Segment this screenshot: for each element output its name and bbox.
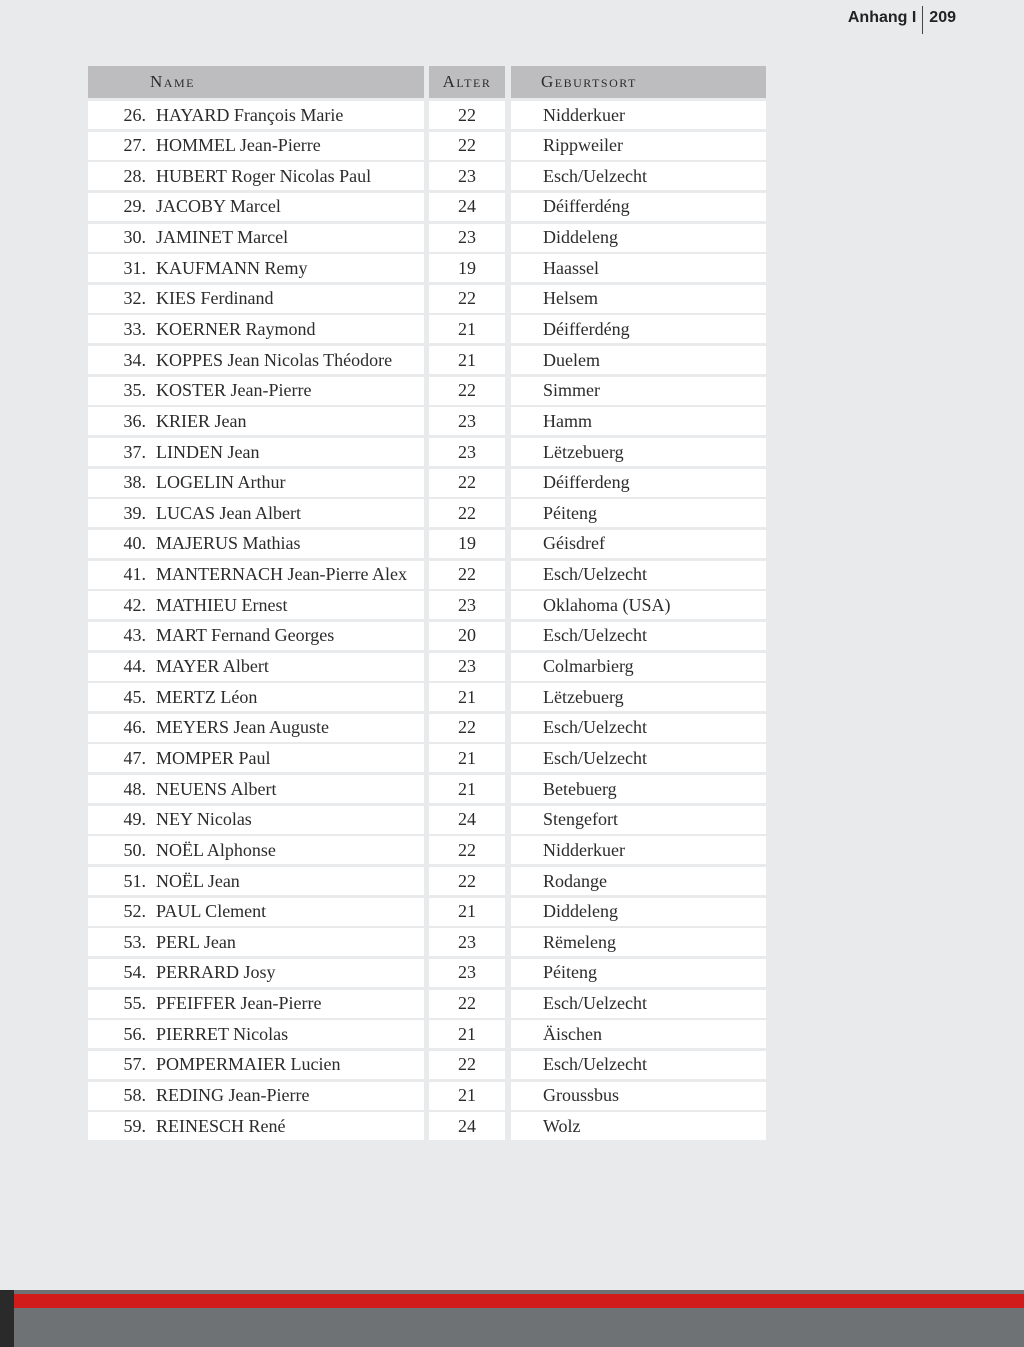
table-row — [88, 224, 768, 252]
person-name: KOERNER Raymond — [156, 318, 316, 339]
name-cell — [88, 193, 424, 221]
row-number: 27. — [123, 135, 146, 156]
age-cell: 22 — [429, 714, 505, 742]
name-cell — [88, 898, 424, 926]
table-row — [88, 898, 768, 926]
table-row — [88, 928, 768, 956]
dark-corner — [0, 1290, 14, 1347]
person-name: PERRARD Josy — [156, 962, 276, 983]
age-cell: 23 — [429, 224, 505, 252]
age-cell: 19 — [429, 530, 505, 558]
age-cell: 22 — [429, 561, 505, 589]
table-row — [88, 193, 768, 221]
row-number: 26. — [123, 104, 146, 125]
birthplace-cell: Oklahoma (USA) — [511, 591, 766, 619]
age-cell: 23 — [429, 959, 505, 987]
birthplace-cell: Nidderkuer — [511, 101, 766, 129]
name-cell — [88, 132, 424, 160]
person-name: HOMMEL Jean-Pierre — [156, 135, 321, 156]
birthplace-cell: Esch/Uelzecht — [511, 1051, 766, 1079]
page-number: 209 — [929, 9, 956, 26]
age-cell: 23 — [429, 407, 505, 435]
name-cell — [88, 224, 424, 252]
person-name: JAMINET Marcel — [156, 227, 289, 248]
name-cell — [88, 928, 424, 956]
birthplace-cell: Rëmeleng — [511, 928, 766, 956]
age-cell: 21 — [429, 1082, 505, 1110]
age-cell: 22 — [429, 101, 505, 129]
table-row — [88, 162, 768, 190]
name-cell — [88, 744, 424, 772]
name-cell — [88, 162, 424, 190]
name-cell — [88, 346, 424, 374]
age-cell: 21 — [429, 346, 505, 374]
red-stripe — [14, 1294, 1024, 1308]
person-name: JACOBY Marcel — [156, 196, 281, 217]
person-name: HUBERT Roger Nicolas Paul — [156, 165, 372, 186]
row-number: 32. — [123, 288, 146, 309]
birthplace-cell: Äischen — [511, 1020, 766, 1048]
name-cell — [88, 469, 424, 497]
birthplace-cell: Haassel — [511, 254, 766, 282]
column-header-birthplace: Geburtsort — [511, 66, 766, 98]
person-name: LINDEN Jean — [156, 441, 260, 462]
birthplace-cell: Esch/Uelzecht — [511, 744, 766, 772]
age-cell: 22 — [429, 377, 505, 405]
name-cell — [88, 990, 424, 1018]
page-header — [848, 6, 956, 34]
age-cell: 21 — [429, 775, 505, 803]
table-row — [88, 438, 768, 466]
person-name: KRIER Jean — [156, 410, 247, 431]
name-cell — [88, 285, 424, 313]
name-cell — [88, 438, 424, 466]
birthplace-cell: Stengefort — [511, 806, 766, 834]
name-cell — [88, 561, 424, 589]
header-divider — [922, 6, 923, 34]
birthplace-cell: Esch/Uelzecht — [511, 714, 766, 742]
birthplace-cell: Déifferdéng — [511, 193, 766, 221]
birthplace-cell: Lëtzebuerg — [511, 683, 766, 711]
birthplace-cell: Déifferdeng — [511, 469, 766, 497]
name-cell — [88, 407, 424, 435]
age-cell: 22 — [429, 990, 505, 1018]
table-row — [88, 714, 768, 742]
table-row — [88, 1051, 768, 1079]
age-cell: 22 — [429, 836, 505, 864]
table-row — [88, 377, 768, 405]
row-number: 46. — [123, 717, 146, 738]
age-cell: 21 — [429, 744, 505, 772]
birthplace-cell: Déifferdéng — [511, 315, 766, 343]
table-row — [88, 254, 768, 282]
row-number: 41. — [123, 564, 146, 585]
table-row — [88, 346, 768, 374]
row-number: 36. — [123, 410, 146, 431]
column-header-name: Name — [88, 66, 424, 98]
table-row — [88, 744, 768, 772]
row-number: 48. — [123, 778, 146, 799]
age-cell: 21 — [429, 315, 505, 343]
section-label: Anhang I — [847, 9, 917, 26]
age-cell: 24 — [429, 1112, 505, 1140]
person-name: PIERRET Nicolas — [156, 1023, 289, 1044]
row-number: 30. — [123, 227, 146, 248]
age-cell: 22 — [429, 132, 505, 160]
age-cell: 22 — [429, 285, 505, 313]
person-name: NOËL Jean — [156, 870, 240, 891]
person-name: PAUL Clement — [156, 901, 267, 922]
column-header-age: Alter — [429, 66, 505, 98]
row-number: 54. — [123, 962, 146, 983]
person-name: PFEIFFER Jean-Pierre — [156, 993, 322, 1014]
birthplace-cell: Péiteng — [511, 959, 766, 987]
birthplace-cell: Esch/Uelzecht — [511, 162, 766, 190]
row-number: 29. — [123, 196, 146, 217]
name-cell — [88, 714, 424, 742]
row-number: 31. — [123, 257, 146, 278]
name-cell — [88, 836, 424, 864]
row-number: 50. — [123, 839, 146, 860]
table-row — [88, 469, 768, 497]
table-row — [88, 561, 768, 589]
person-name: LOGELIN Arthur — [156, 472, 286, 493]
name-cell — [88, 315, 424, 343]
row-number: 38. — [123, 472, 146, 493]
person-name: REINESCH René — [156, 1115, 286, 1136]
age-cell: 21 — [429, 898, 505, 926]
name-cell — [88, 959, 424, 987]
person-name: HAYARD François Marie — [156, 104, 344, 125]
birthplace-cell: Géisdref — [511, 530, 766, 558]
name-cell — [88, 1051, 424, 1079]
person-name: MEYERS Jean Auguste — [156, 717, 329, 738]
row-number: 33. — [123, 318, 146, 339]
table-row — [88, 1082, 768, 1110]
name-cell — [88, 1020, 424, 1048]
row-number: 28. — [123, 165, 146, 186]
row-number: 55. — [123, 993, 146, 1014]
row-number: 53. — [123, 931, 146, 952]
name-cell — [88, 377, 424, 405]
table-row — [88, 285, 768, 313]
person-name: MAJERUS Mathias — [156, 533, 301, 554]
row-number: 52. — [123, 901, 146, 922]
table-row — [88, 775, 768, 803]
person-name: MANTERNACH Jean-Pierre Alex — [156, 564, 407, 585]
age-cell: 23 — [429, 653, 505, 681]
row-number: 49. — [123, 809, 146, 830]
name-cell — [88, 806, 424, 834]
person-name: MATHIEU Ernest — [156, 594, 288, 615]
age-cell: 22 — [429, 499, 505, 527]
name-cell — [88, 591, 424, 619]
row-number: 45. — [123, 686, 146, 707]
person-name: NOËL Alphonse — [156, 839, 276, 860]
row-number: 42. — [123, 594, 146, 615]
birthplace-cell: Nidderkuer — [511, 836, 766, 864]
age-cell: 24 — [429, 806, 505, 834]
birthplace-cell: Hamm — [511, 407, 766, 435]
birthplace-cell: Betebuerg — [511, 775, 766, 803]
person-name: LUCAS Jean Albert — [156, 502, 301, 523]
table-row — [88, 867, 768, 895]
birthplace-cell: Lëtzebuerg — [511, 438, 766, 466]
row-number: 40. — [123, 533, 146, 554]
names-table — [88, 66, 768, 1143]
birthplace-cell: Duelem — [511, 346, 766, 374]
person-name: NEY Nicolas — [156, 809, 252, 830]
person-name: MERTZ Léon — [156, 686, 258, 707]
person-name: NEUENS Albert — [156, 778, 277, 799]
table-row — [88, 1112, 768, 1140]
table-row — [88, 1020, 768, 1048]
person-name: MOMPER Paul — [156, 747, 271, 768]
age-cell: 24 — [429, 193, 505, 221]
person-name: PERL Jean — [156, 931, 236, 952]
age-cell: 20 — [429, 622, 505, 650]
name-cell — [88, 775, 424, 803]
name-cell — [88, 867, 424, 895]
name-cell — [88, 499, 424, 527]
table-row — [88, 591, 768, 619]
birthplace-cell: Diddeleng — [511, 224, 766, 252]
name-cell — [88, 622, 424, 650]
table-row — [88, 836, 768, 864]
age-cell: 23 — [429, 438, 505, 466]
age-cell: 22 — [429, 867, 505, 895]
person-name: KOPPES Jean Nicolas Théodore — [156, 349, 393, 370]
row-number: 44. — [123, 656, 146, 677]
birthplace-cell: Wolz — [511, 1112, 766, 1140]
person-name: KOSTER Jean-Pierre — [156, 380, 312, 401]
row-number: 35. — [123, 380, 146, 401]
birthplace-cell: Esch/Uelzecht — [511, 561, 766, 589]
birthplace-cell: Rippweiler — [511, 132, 766, 160]
table-body — [88, 101, 768, 1140]
row-number: 37. — [123, 441, 146, 462]
age-cell: 22 — [429, 1051, 505, 1079]
name-cell — [88, 1082, 424, 1110]
age-cell: 23 — [429, 591, 505, 619]
table-row — [88, 683, 768, 711]
person-name: KIES Ferdinand — [156, 288, 274, 309]
row-number: 59. — [123, 1115, 146, 1136]
row-number: 58. — [123, 1085, 146, 1105]
birthplace-cell: Esch/Uelzecht — [511, 990, 766, 1018]
person-name: KAUFMANN Remy — [156, 257, 308, 278]
birthplace-cell: Esch/Uelzecht — [511, 622, 766, 650]
age-cell: 23 — [429, 928, 505, 956]
table-row — [88, 530, 768, 558]
row-number: 56. — [123, 1023, 146, 1044]
table-row — [88, 806, 768, 834]
name-cell — [88, 530, 424, 558]
name-cell — [88, 683, 424, 711]
person-name: MART Fernand Georges — [156, 625, 335, 646]
table-row — [88, 990, 768, 1018]
table-row — [88, 499, 768, 527]
birthplace-cell: Helsem — [511, 285, 766, 313]
birthplace-cell: Groussbus — [511, 1082, 766, 1110]
birthplace-cell: Colmarbierg — [511, 653, 766, 681]
birthplace-cell: Diddeleng — [511, 898, 766, 926]
table-header — [88, 66, 768, 98]
row-number: 39. — [123, 502, 146, 523]
table-row — [88, 315, 768, 343]
table-row — [88, 132, 768, 160]
birthplace-cell: Rodange — [511, 867, 766, 895]
table-row — [88, 101, 768, 129]
row-number: 34. — [123, 349, 146, 370]
row-number: 43. — [123, 625, 146, 646]
age-cell: 22 — [429, 469, 505, 497]
name-cell — [88, 1112, 424, 1140]
row-number: 51. — [123, 870, 146, 891]
person-name: REDING Jean-Pierre — [156, 1085, 310, 1105]
table-row — [88, 407, 768, 435]
table-row — [88, 622, 768, 650]
name-cell — [88, 254, 424, 282]
table-row — [88, 653, 768, 681]
person-name: POMPERMAIER Lucien — [156, 1054, 341, 1075]
row-number: 57. — [123, 1054, 146, 1075]
name-cell — [88, 653, 424, 681]
age-cell: 21 — [429, 1020, 505, 1048]
person-name: MAYER Albert — [156, 656, 269, 677]
birthplace-cell: Simmer — [511, 377, 766, 405]
age-cell: 19 — [429, 254, 505, 282]
birthplace-cell: Péiteng — [511, 499, 766, 527]
name-cell — [88, 101, 424, 129]
age-cell: 21 — [429, 683, 505, 711]
age-cell: 23 — [429, 162, 505, 190]
row-number: 47. — [123, 747, 146, 768]
table-row — [88, 959, 768, 987]
